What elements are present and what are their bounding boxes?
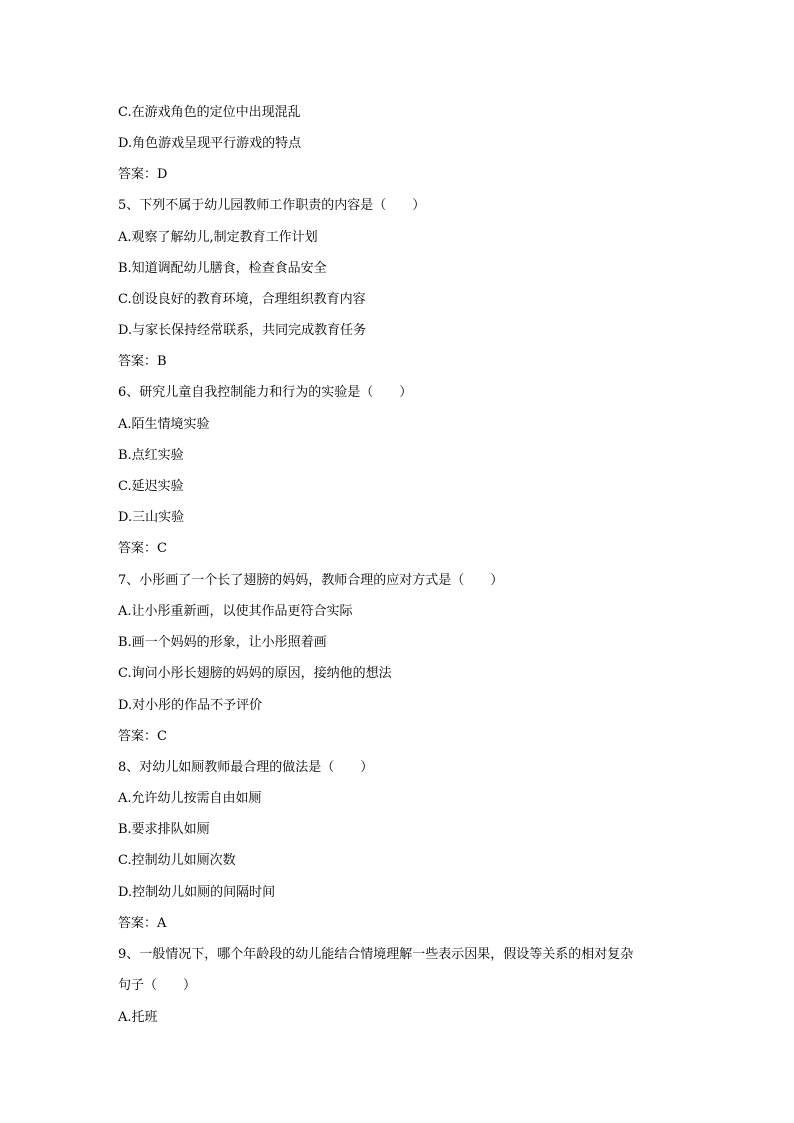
q7-option-d: D.对小彤的作品不予评价 — [118, 698, 263, 713]
q7-option-b: B.画一个妈妈的形象，让小彤照着画 — [118, 635, 327, 650]
q5-option-b: B.知道调配幼儿膳食，检查食品安全 — [118, 261, 327, 276]
q6-option-a: A.陌生情境实验 — [118, 417, 210, 432]
q5-option-c: C.创设良好的教育环境，合理组织教育内容 — [118, 292, 366, 307]
q9-stem-line-1: 9、一般情况下，哪个年龄段的幼儿能结合情境理解一些表示因果，假设等关系的相对复杂 — [118, 947, 634, 962]
q7-answer: 答案：C — [118, 729, 167, 744]
q8-answer: 答案：A — [118, 916, 167, 931]
q5-option-a: A.观察了解幼儿,制定教育工作计划 — [118, 230, 318, 245]
q4-answer: 答案：D — [118, 167, 168, 182]
q5-option-d: D.与家长保持经常联系，共同完成教育任务 — [118, 323, 367, 338]
q5-answer: 答案：B — [118, 354, 167, 369]
q6-option-c: C.延迟实验 — [118, 479, 184, 494]
q5-stem: 5、下列不属于幼儿园教师工作职责的内容是（ ） — [118, 198, 426, 213]
q9-option-a: A.托班 — [118, 1010, 158, 1025]
q4-option-c: C.在游戏角色的定位中出现混乱 — [118, 105, 301, 120]
q9-stem-line-2: 句子（ ） — [118, 978, 197, 993]
q7-stem: 7、小彤画了一个长了翅膀的妈妈，教师合理的应对方式是（ ） — [118, 573, 504, 588]
q8-option-b: B.要求排队如厕 — [118, 822, 210, 837]
q8-option-d: D.控制幼儿如厕的间隔时间 — [118, 885, 276, 900]
q8-stem: 8、对幼儿如厕教师最合理的做法是（ ） — [118, 760, 374, 775]
q6-option-d: D.三山实验 — [118, 510, 185, 525]
q6-stem: 6、研究儿童自我控制能力和行为的实验是（ ） — [118, 385, 413, 400]
q6-answer: 答案：C — [118, 541, 167, 556]
q8-option-a: A.允许幼儿按需自由如厕 — [118, 791, 262, 806]
q6-option-b: B.点红实验 — [118, 448, 184, 463]
q7-option-c: C.询问小彤长翅膀的妈妈的原因，接纳他的想法 — [118, 666, 392, 681]
q7-option-a: A.让小彤重新画，以使其作品更符合实际 — [118, 604, 353, 619]
q8-option-c: C.控制幼儿如厕次数 — [118, 853, 236, 868]
q4-option-d: D.角色游戏呈现平行游戏的特点 — [118, 136, 302, 151]
